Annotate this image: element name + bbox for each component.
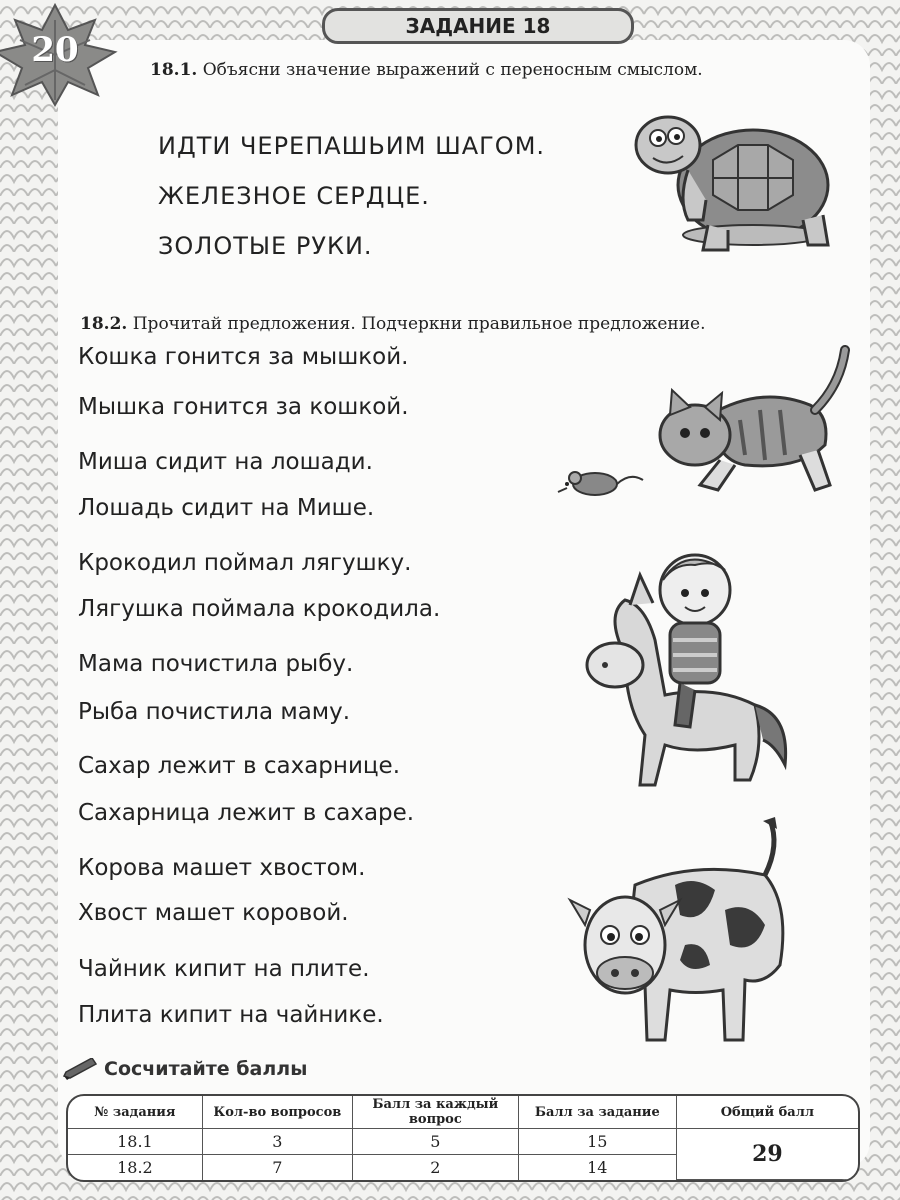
task1-instruction	[150, 60, 703, 80]
column-header: Общий балл	[676, 1096, 858, 1129]
sentence: Сахар лежит в сахарнице.	[78, 753, 401, 779]
total-score: 29	[676, 1129, 858, 1180]
boy-on-horse-illustration	[585, 545, 800, 795]
task2-number: 18.2.	[80, 314, 128, 334]
score-table	[66, 1094, 860, 1182]
table-row	[68, 1129, 858, 1155]
table-cell: 15	[518, 1129, 676, 1155]
expression-item: ИДТИ ЧЕРЕПАШЬИМ ШАГОМ.	[158, 132, 546, 160]
sentence: Мама почистила рыбу.	[78, 651, 354, 677]
sentence: Лягушка поймала крокодила.	[78, 596, 441, 622]
sentence: Кошка гонится за мышкой.	[78, 344, 409, 370]
sentence: Чайник кипит на плите.	[78, 956, 370, 982]
table-header-row	[68, 1096, 858, 1129]
sentence: Корова машет хвостом.	[78, 855, 366, 881]
table-cell: 18.2	[68, 1154, 202, 1179]
sentence: Миша сидит на лошади.	[78, 449, 373, 475]
cat-illustration	[650, 345, 860, 505]
turtle-illustration	[628, 100, 838, 260]
column-header: Балл за каждый вопрос	[352, 1096, 518, 1129]
column-header: Кол-во вопросов	[202, 1096, 352, 1129]
pencil-icon	[62, 1058, 98, 1080]
cow-illustration	[565, 815, 800, 1050]
table-cell: 3	[202, 1129, 352, 1155]
table-cell: 14	[518, 1154, 676, 1179]
task2-instruction	[80, 314, 706, 334]
column-header: Балл за задание	[518, 1096, 676, 1129]
column-header: № задания	[68, 1096, 202, 1129]
sentence: Плита кипит на чайнике.	[78, 1002, 384, 1028]
expression-item: ЗОЛОТЫЕ РУКИ.	[158, 232, 373, 260]
task-header: ЗАДАНИЕ 18	[322, 8, 634, 44]
table-cell: 18.1	[68, 1129, 202, 1155]
sentence: Хвост машет коровой.	[78, 900, 349, 926]
task2-instruction-text: Прочитай предложения. Подчеркни правильное предложение.	[132, 314, 706, 334]
sentence: Сахарница лежит в сахаре.	[78, 800, 415, 826]
sentence: Рыба почистила маму.	[78, 699, 351, 725]
sentence: Лошадь сидит на Мише.	[78, 495, 375, 521]
task1-instruction-text: Объясни значение выражений с переносным смыслом.	[202, 60, 703, 80]
table-cell: 2	[352, 1154, 518, 1179]
expression-item: ЖЕЛЕЗНОЕ СЕРДЦЕ.	[158, 182, 430, 210]
table-cell: 7	[202, 1154, 352, 1179]
mouse-illustration	[555, 462, 645, 502]
score-section-title	[62, 1058, 307, 1080]
score-title-text: Сосчитайте баллы	[104, 1058, 308, 1080]
sentence: Мышка гонится за кошкой.	[78, 394, 409, 420]
sentence: Крокодил поймал лягушку.	[78, 550, 412, 576]
task1-number: 18.1.	[150, 60, 198, 80]
table-cell: 5	[352, 1129, 518, 1155]
page-number: 20	[31, 30, 79, 70]
